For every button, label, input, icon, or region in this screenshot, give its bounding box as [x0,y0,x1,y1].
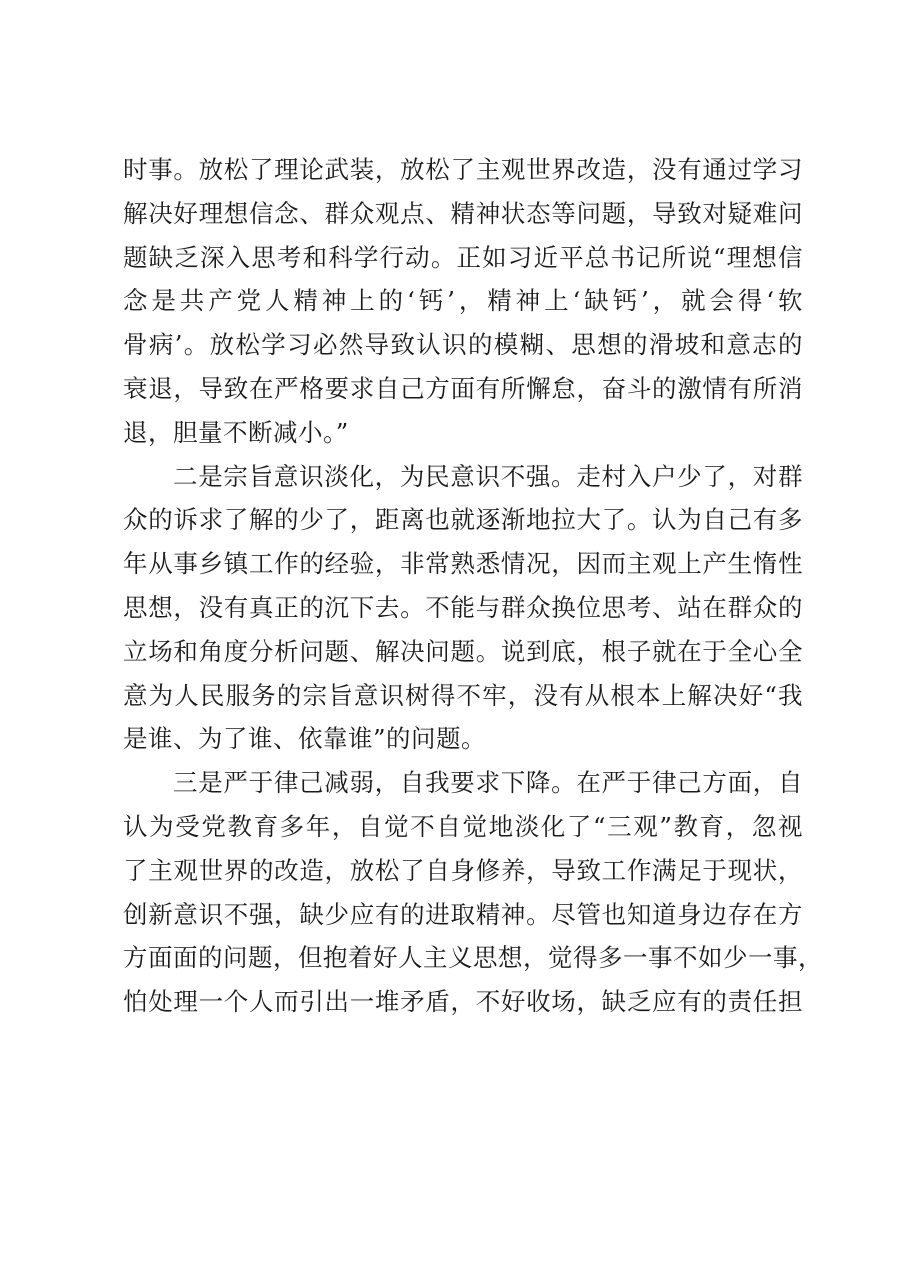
text-line: 众的诉求了解的少了，距离也就逐渐地拉大了。认为自己有多 [123,505,803,535]
text-line: 时事。放松了理论武装，放松了主观世界改造，没有通过学习 [123,155,803,184]
text-line: 退，胆量不断减小。” [123,417,349,447]
paragraph-start-line: 二是宗旨意识淡化，为民意识不强。走村入户少了，对群 [173,461,803,491]
text-line: 衰退，导致在严格要求自己方面有所懈怠，奋斗的激情有所消 [123,373,803,403]
text-line: 创新意识不强，缺少应有的进取精神。尽管也知道身边存在方 [123,899,803,929]
text-line: 念是共产党人精神上的‘钙’，精神上‘缺钙’，就会得‘软 [123,286,803,316]
text-line: 年从事乡镇工作的经验，非常熟悉情况，因而主观上产生惰性 [123,549,803,579]
body-text [123,148,823,1024]
text-line: 思想，没有真正的沉下去。不能与群众换位思考、站在群众的 [123,592,803,622]
paragraph-start-line: 三是严于律己减弱，自我要求下降。在严于律己方面，自 [173,768,803,798]
text-line: 方面面的问题，但抱着好人主义思想，觉得多一事不如少一事， [123,943,823,973]
text-line: 了主观世界的改造，放松了自身修养，导致工作满足于现状， [123,855,803,885]
text-line: 立场和角度分析问题、解决问题。说到底，根子就在于全心全 [123,636,803,666]
text-line: 骨病’。放松学习必然导致认识的模糊、思想的滑坡和意志的 [123,330,803,360]
text-line: 怕处理一个人而引出一堆矛盾，不好收场，缺乏应有的责任担 [123,987,803,1017]
text-line: 认为受党教育多年，自觉不自觉地淡化了“三观”教育，忽视 [123,811,803,841]
text-line: 意为人民服务的宗旨意识树得不牢，没有从根本上解决好“我 [123,680,803,710]
text-line: 题缺乏深入思考和科学行动。正如习近平总书记所说“理想信 [123,242,803,272]
text-line: 是谁、为了谁、依靠谁”的问题。 [123,724,487,754]
text-line: 解决好理想信念、群众观点、精神状态等问题，导致对疑难问 [123,198,803,228]
